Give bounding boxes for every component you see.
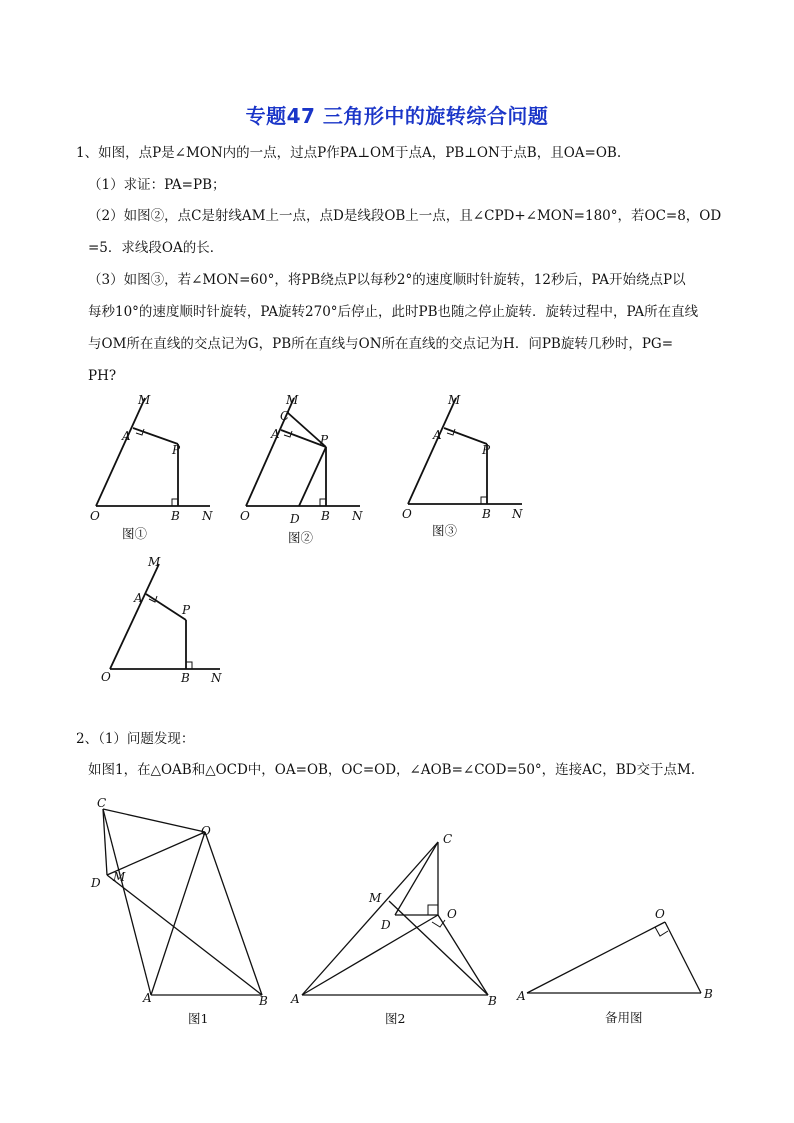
label-D: D xyxy=(381,918,391,932)
label-M: M xyxy=(369,891,382,905)
figure-spare-q1 xyxy=(95,552,235,692)
label-A: A xyxy=(433,428,442,442)
label-P: P xyxy=(320,433,329,447)
caption-fig1: 图① xyxy=(122,526,148,541)
caption-q2-fig1: 图1 xyxy=(188,1011,209,1026)
label-D: D xyxy=(91,876,101,890)
caption-fig2: 图② xyxy=(288,530,314,545)
q1-line-7: 与OM所在直线的交点记为G，PB所在直线与ON所在直线的交点记为H．问PB旋转几秒时，PG= xyxy=(88,336,674,352)
label-M: M xyxy=(138,393,151,407)
caption-q2-fig2: 图2 xyxy=(385,1011,406,1026)
label-B: B xyxy=(171,509,180,523)
label-M: M xyxy=(448,393,461,407)
label-D: D xyxy=(290,512,300,526)
label-P: P xyxy=(182,603,191,617)
label-B: B xyxy=(482,507,491,521)
q1-line-3: （2）如图②，点C是射线AM上一点，点D是线段OB上一点，且∠CPD+∠MON=180°，若OC=8，OD xyxy=(88,208,722,224)
label-N: N xyxy=(211,671,222,685)
label-N: N xyxy=(202,509,213,523)
figure-2 xyxy=(230,388,370,548)
label-B: B xyxy=(181,671,190,685)
q1-line-1: 1、如图，点P是∠MON内的一点，过点P作PA⊥OM于点A，PB⊥ON于点B，且OA=OB. xyxy=(76,145,622,161)
label-A: A xyxy=(271,427,280,441)
q1-line-8: PH? xyxy=(88,368,117,384)
label-N: N xyxy=(512,507,523,521)
label-B: B xyxy=(488,994,497,1008)
label-O: O xyxy=(201,824,211,838)
label-A: A xyxy=(122,429,131,443)
label-O: O xyxy=(447,907,457,921)
label-O: O xyxy=(90,509,100,523)
label-B: B xyxy=(259,994,268,1008)
label-C: C xyxy=(97,796,107,810)
figure-q2-2 xyxy=(285,825,505,1035)
label-O: O xyxy=(101,670,111,684)
label-P: P xyxy=(172,443,181,457)
label-A: A xyxy=(517,989,526,1003)
q1-line-4: =5．求线段OA的长． xyxy=(88,240,224,256)
label-A: A xyxy=(134,591,143,605)
q1-line-5: （3）如图③，若∠MON=60°，将PB绕点P以每秒2°的速度顺时针旋转，12秒后，PA开始绕点P以 xyxy=(88,272,686,288)
q2-line-1: 2、（1）问题发现： xyxy=(76,731,195,747)
label-N: N xyxy=(352,509,363,523)
label-O: O xyxy=(655,907,665,921)
caption-q2-spare: 备用图 xyxy=(605,1010,643,1025)
page-title: 专题47 三角形中的旋转综合问题 xyxy=(245,104,549,128)
label-P: P xyxy=(482,443,491,457)
caption-fig3: 图③ xyxy=(432,523,458,538)
figure-1 xyxy=(80,388,220,548)
q2-line-2: 如图1，在△OAB和△OCD中，OA=OB，OC=OD，∠AOB=∠COD=50°，连接AC，BD交于点M. xyxy=(88,762,696,778)
figure-3 xyxy=(392,388,532,548)
figure-q2-spare xyxy=(515,900,725,1035)
label-M: M xyxy=(113,870,126,884)
label-C: C xyxy=(280,409,290,423)
label-C: C xyxy=(443,832,453,846)
label-M: M xyxy=(148,555,161,569)
q1-line-2: （1）求证：PA=PB； xyxy=(88,177,226,193)
label-A: A xyxy=(291,992,300,1006)
label-B: B xyxy=(704,987,713,1001)
figure-q2-1 xyxy=(85,795,285,1035)
label-O: O xyxy=(402,507,412,521)
label-B: B xyxy=(321,509,330,523)
label-A: A xyxy=(143,991,152,1005)
q1-line-6: 每秒10°的速度顺时针旋转，PA旋转270°后停止，此时PB也随之停止旋转．旋转过程中，PA所在直线 xyxy=(88,304,699,320)
label-O: O xyxy=(240,509,250,523)
label-M: M xyxy=(286,393,299,407)
